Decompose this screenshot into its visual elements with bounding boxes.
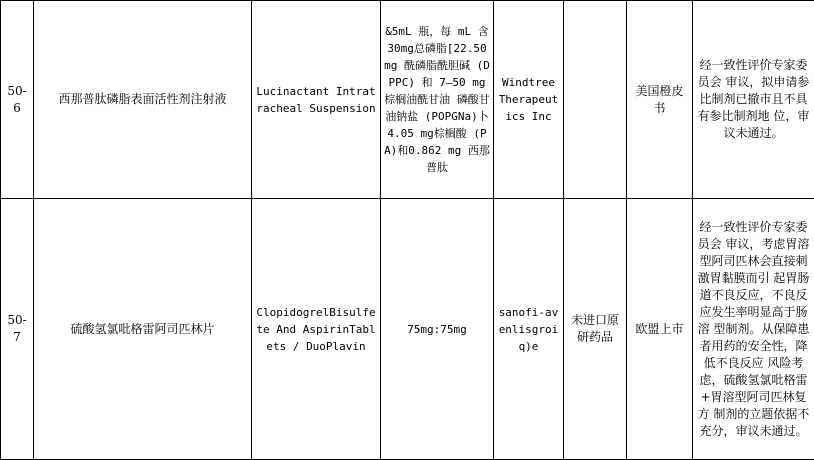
holder: Windtree Therapeutics Inc	[494, 1, 564, 199]
conclusion-cell	[693, 199, 814, 460]
row-number: 50-6	[1, 1, 34, 199]
table-row	[1, 199, 814, 460]
specification: 75mg:75mg	[381, 199, 494, 460]
conclusion: 经一致性评价专家委员会 审议，拟申请参比制剂已撤市且不具有参比制剂地 位，审议未通过。	[693, 1, 814, 199]
holder: sanofi-avenlisgroiq)e	[494, 199, 564, 460]
basis: 美国橙皮书	[627, 1, 693, 199]
conclusion: 经一致性评价专家委员会 审议，考虑胃溶型阿司匹林会直接刺激胃黏膜而引 起胃肠道不良反应，不良反应发生率明显高于肠溶 型制剂。从保障患者用药的安全性，降低不良反应 风险考虑，硫酸氢氯吡格雷+胃溶型阿司匹林复方 制剂的立题依据不充分，审议未通过。	[696, 219, 811, 440]
specification: &5mL 瓶，每 mL 含30mg总磷脂[22.50 mg 酰磷脂酰胆碱 (DPPC) 和 7—50 mg棕榈油酰甘油 磷酸甘油钠盐 (POPGNa)卜 4.05 mg棕榈酸 (PA)和0.862 mg 西那普肽	[381, 1, 494, 199]
source: 未进口原研药品	[564, 199, 627, 460]
drug-name-en: ClopidogrelBisulfete And AspirinTablets / DuoPlavin	[252, 199, 381, 460]
drug-name-en: Lucinactant Intratracheal Suspension	[252, 1, 381, 199]
basis: 欧盟上市	[627, 199, 693, 460]
drug-name-cn: 硫酸氢氯吡格雷阿司匹林片	[34, 199, 252, 460]
source	[564, 1, 627, 199]
table-row	[1, 1, 814, 199]
drug-name-cn: 西那普肽磷脂表面活性剂注射液	[34, 1, 252, 199]
row-number: 50-7	[1, 199, 34, 460]
